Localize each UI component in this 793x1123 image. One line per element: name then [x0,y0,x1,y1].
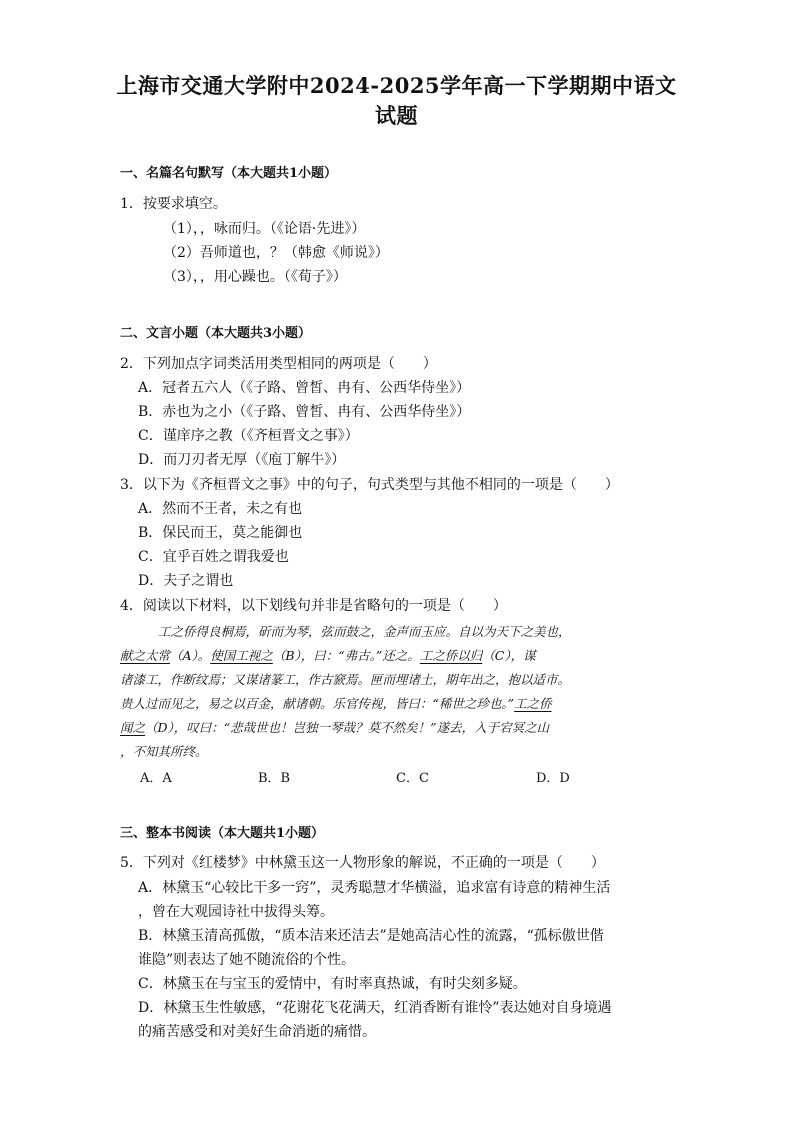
q1-item-1: （1），，咏而归。（《论语·先进》） [163,221,366,237]
document-title-line1: 上海市交通大学附中2024-2025学年高一下学期期中语文 [116,73,677,98]
underlined-sentence-a: 献之太常 [120,648,171,663]
q4-stem: 4．阅读以下材料，以下划线句并非是省略句的一项是（ ） [120,598,507,614]
q4-option-d: D．D [536,771,570,786]
q3-option-c: C．宜乎百姓之谓我爱也 [138,549,289,565]
passage-line-5-text: （D），叹曰：“悲哉世也！岂独一琴哉？莫不然矣！”遂去，入于宕冥之山 [145,720,550,735]
q2-option-c: C．谨庠序之教（《齐桓晋文之事》） [138,428,359,444]
passage-line-5 [120,718,549,736]
q2-option-a: A．冠者五六人（《子路、曾皙、冉有、公西华侍坐》） [138,380,471,396]
q3-option-b: B．保民而王，莫之能御也 [138,525,303,541]
section3-heading: 三、整本书阅读（本大题共1小题） [120,826,325,841]
q3-option-a: A．然而不王者，未之有也 [138,501,303,517]
q4-option-c: C．C [396,771,429,786]
q2-stem: 2．下列加点字词类活用类型相同的两项是（ ） [120,356,437,372]
q1-item-2: （2）吾师道也，？（韩愈《师说》） [163,245,389,261]
passage-line-1: 工之侨得良桐焉，斫而为琴，弦而鼓之，金声而玉应。自以为天下之美也， [158,624,571,639]
q5-line-7: 的痛苦感受和对美好生命消逝的痛惜。 [138,1024,376,1040]
q2-option-b: B．赤也为之小（《子路、曾皙、冉有、公西华侍坐》） [138,404,471,420]
q5-line-6: D．林黛玉生性敏感，“花谢花飞花满天，红消香断有谁怜”表达她对自身境遇 [138,1000,612,1016]
underlined-sentence-d-part2: 闻之 [120,720,146,735]
passage-line-3: 诸漆工，作断纹焉；又谋诸篆工，作古窾焉。匣而埋诸土，期年出之，抱以适市。 [120,672,571,687]
passage-line-2 [120,646,536,664]
passage-line-4-text: 贵人过而见之，易之以百金，献诸朝。乐官传视，皆曰：“稀世之珍也。” [120,696,515,711]
section2-heading: 二、文言小题（本大题共3小题） [120,326,312,341]
underlined-sentence-b: 使国工视之 [210,648,273,663]
q5-line-2: ，曾在大观园诗社中拔得头筹。 [138,904,334,920]
section1-heading: 一、名篇名句默写（本大题共1小题） [120,166,338,181]
q5-line-5: C．林黛玉在与宝玉的爱情中，有时率真热诚，有时尖刻多疑。 [138,976,527,992]
q5-line-4: 谁隐”则表达了她不随流俗的个性。 [138,952,356,968]
q1-stem: 1．按要求填空。 [120,196,227,212]
q5-stem: 5．下列对《红楼梦》中林黛玉这一人物形象的解说，不正确的一项是（ ） [120,855,605,871]
underlined-sentence-d-part1: 工之侨 [514,696,552,711]
q4-option-b: B．B [258,771,291,786]
marker-c: （C），谋 [482,648,536,663]
underlined-sentence-c: 工之侨以归 [419,648,483,663]
q5-line-3: B．林黛玉清高孤傲，“质本洁来还洁去”是她高洁心性的流露，“孤标傲世偕 [138,928,604,944]
q3-option-d: D．夫子之谓也 [138,573,234,589]
q2-option-d: D．而刀刃者无厚（《庖丁解牛》） [138,452,346,468]
passage-line-4 [120,694,552,712]
marker-a: （A）。 [170,648,211,663]
q5-line-1: A．林黛玉“心较比干多一窍”，灵秀聪慧才华横溢，追求富有诗意的精神生活 [138,880,611,896]
q1-item-3: （3），，用心躁也。（《荀子》） [163,269,347,285]
passage-line-6: ，不知其所终。 [120,744,208,759]
document-title-line2: 试题 [375,103,418,128]
q4-option-a: A．A [140,771,172,786]
marker-b: （B），曰：“弗古。”还之。 [272,648,420,663]
q3-stem: 3．以下为《齐桓晋文之事》中的句子，句式类型与其他不相同的一项是（ ） [120,477,619,493]
